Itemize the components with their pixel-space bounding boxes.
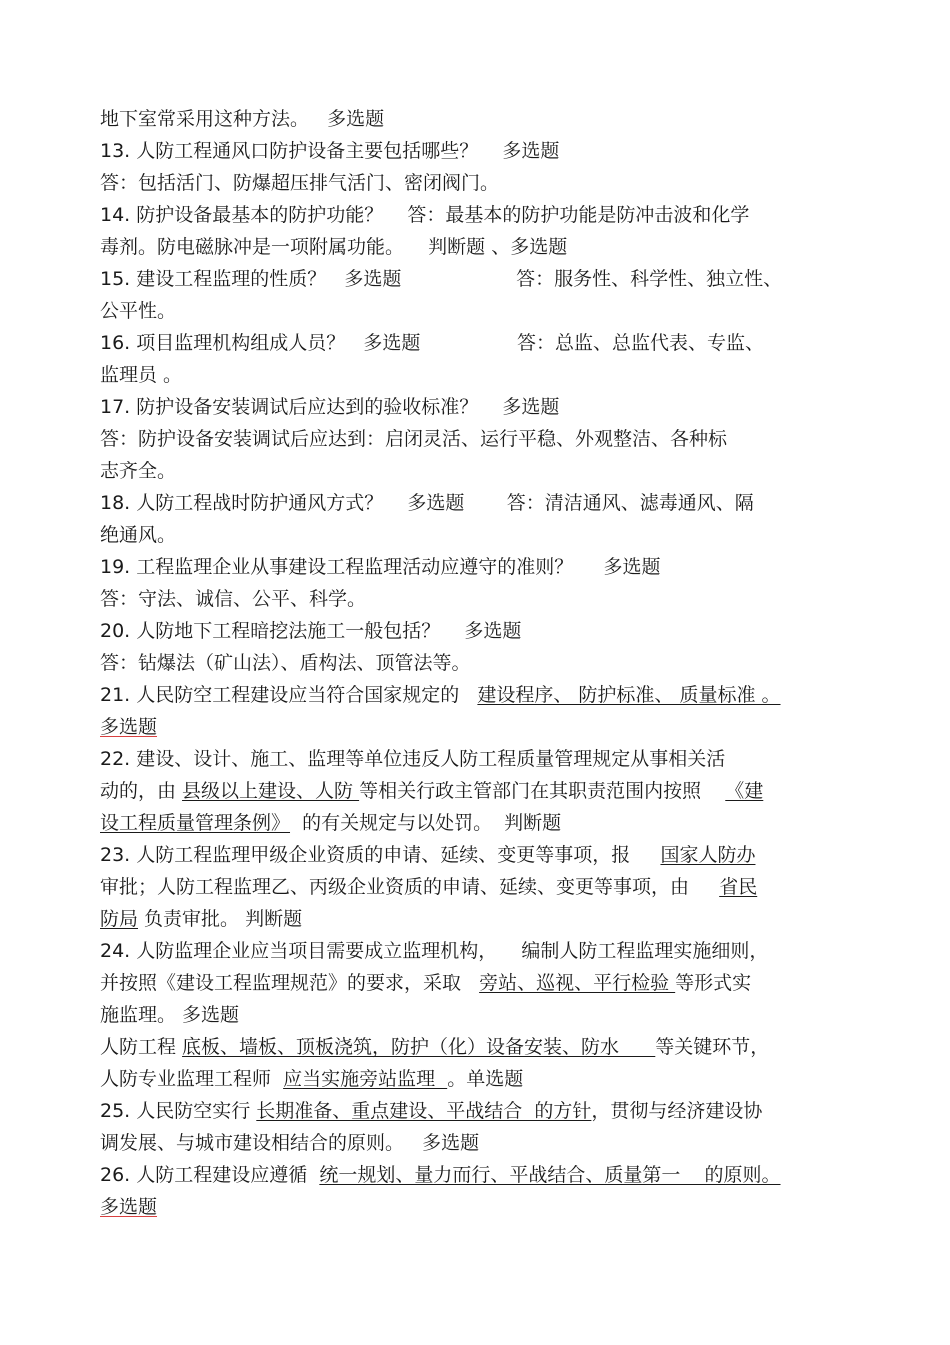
question-18: 18. 人防工程战时防护通风方式？ 多选题 答：清洁通风、滤毒通风、隔 <box>100 492 754 514</box>
question-extra: 人防工程 底板、墙板、顶板浇筑，防护（化）设备安装、防水 等关键环节， <box>100 1036 770 1058</box>
fill-blank: 底板、墙板、顶板浇筑，防护（化）设备安装、防水 <box>182 1036 656 1058</box>
answer-20: 答：钻爆法（矿山法）、盾构法、顶管法等。 <box>100 652 471 674</box>
text-line: 监理员 。 <box>100 364 183 386</box>
question-14: 14. 防护设备最基本的防护功能？ 答：最基本的防护功能是防冲击波和化学 <box>100 204 750 226</box>
text-line: 毒剂。防电磁脉冲是一项附属功能。 判断题 、多选题 <box>100 236 568 258</box>
question-19: 19. 工程监理企业从事建设工程监理活动应遵守的准则？ 多选题 <box>100 556 661 578</box>
fill-blank: 防局 <box>100 908 139 930</box>
question-16: 16. 项目监理机构组成人员？ 多选题 答：总监、总监代表、专监、 <box>100 332 765 354</box>
answer-13: 答：包括活门、防爆超压排气活门、密闭阀门。 <box>100 172 500 194</box>
question-17: 17. 防护设备安装调试后应达到的验收标准？ 多选题 <box>100 396 560 418</box>
answer-19: 答：守法、诚信、公平、科学。 <box>100 588 367 610</box>
fill-blank: 设工程质量管理条例》 <box>100 812 291 834</box>
question-type: 多选题 <box>100 1196 158 1218</box>
fill-blank: 长期准备、重点建设、平战结合 的方针 <box>256 1100 592 1122</box>
text-line: 志齐全。 <box>100 460 177 482</box>
document-page: 地下室常采用这种方法。 多选题 13. 人防工程通风口防护设备主要包括哪些？ 多选题 答：包括活门、防爆超压排气活门、密闭阀门。 14. 防护设备最基本的防护功能？ 答：最基本的防护功能是防冲击波和化学 毒剂。防电磁脉冲是一项附属功能。 判断题 、多选题 15. 建设工程监理的性质？ 多选题 答：服务性、科学性、独立性、 公平性。 16. 项目监理机构组成人员？ 多选题 答：总监、总监代表、专监、 监理员 。 17. 防护设备安装调试后应达到的验收标准？ 多选题 答：防护设备安装调试后应达到：启闭灵活、运行平稳、外观整洁、各种标 志齐全。 18. 人防工程战时防护通风方式？ 多选题 答：清洁通风、滤毒通风、隔 绝通风。 19. 工程监理企业从事建设工程监理活动应遵守的准则？ 多选题 答：守法、诚信、公平、科学。 20. 人防地下工程暗挖法施工一般包括？ 多选题 答：钻爆法（矿山法）、盾构法、顶管法等。 21. 人民防空工程建设应当符合国家规定的 建设程序、 防护标准、 质量标准 。 多选题 22. 建设、设计、施工、监理等单位违反人防工程质量管理规定从事相关活 动的，由 县级以上建设、人防 等相关行政主管部门在其职责范围内按照 《建 设工程质量管理条例》 的有关规定与以处罚。 判断题 23. 人防工程监理甲级企业资质的申请、延续、变更等事项，报 国家人防办 审批；人防工程监理乙、丙级企业资质的申请、延续、变更等事项，由 省民 防局 负责审批。 判断题 24. 人防监理企业应当项目需要成立监理机构， 编制人防工程监理实施细则， 并按照《建设工程监理规范》的要求，采取 旁站、巡视、平行检验 等形式实 施监理。 多选题 人防工程 底板、墙板、顶板浇筑，防护（化）设备安装、防水 等关键环节， 人防专业监理工程师 应当实施旁站监理 。单选题 25. 人民防空实行 长期准备、重点建设、平战结合 的方针，贯彻与经济建设协 调发展、与城市建设相结合的原则。 多选题 26. 人防工程建设应遵循 统一规划、量力而行、平战结合、质量第一 的原则。 多选题 <box>100 108 783 1218</box>
fill-blank: 县级以上建设、人防 <box>182 780 360 802</box>
text-line: 地下室常采用这种方法。 多选题 <box>100 108 385 130</box>
text-line: 绝通风。 <box>100 524 177 546</box>
question-26: 26. 人防工程建设应遵循 统一规划、量力而行、平战结合、质量第一 的原则。 <box>100 1164 781 1186</box>
question-21: 21. 人民防空工程建设应当符合国家规定的 建设程序、 防护标准、 质量标准 。 <box>100 684 781 706</box>
text-line: 调发展、与城市建设相结合的原则。 多选题 <box>100 1132 480 1154</box>
fill-blank: 旁站、巡视、平行检验 <box>479 972 676 994</box>
question-23: 23. 人防工程监理甲级企业资质的申请、延续、变更等事项，报 国家人防办 <box>100 844 756 866</box>
fill-blank: 国家人防办 <box>660 844 756 866</box>
fill-blank: 《建 <box>725 780 764 802</box>
fill-blank: 统一规划、量力而行、平战结合、质量第一 的原则。 <box>319 1164 781 1186</box>
question-type: 多选题 <box>100 716 158 738</box>
question-13: 13. 人防工程通风口防护设备主要包括哪些？ 多选题 <box>100 140 560 162</box>
fill-blank: 建设程序、 防护标准、 质量标准 。 <box>477 684 781 706</box>
question-20: 20. 人防地下工程暗挖法施工一般包括？ 多选题 <box>100 620 522 642</box>
question-25: 25. 人民防空实行 长期准备、重点建设、平战结合 的方针，贯彻与经济建设协 <box>100 1100 763 1122</box>
fill-blank: 省民 <box>719 876 758 898</box>
question-24: 24. 人防监理企业应当项目需要成立监理机构， 编制人防工程监理实施细则， <box>100 940 769 962</box>
question-22: 22. 建设、设计、施工、监理等单位违反人防工程质量管理规定从事相关活 <box>100 748 726 770</box>
question-15: 15. 建设工程监理的性质？ 多选题 答：服务性、科学性、独立性、 <box>100 268 783 290</box>
text-line: 公平性。 <box>100 300 177 322</box>
fill-blank: 应当实施旁站监理 <box>283 1068 448 1090</box>
text-line: 施监理。 多选题 <box>100 1004 240 1026</box>
answer-17: 答：防护设备安装调试后应达到：启闭灵活、运行平稳、外观整洁、各种标 <box>100 428 728 450</box>
